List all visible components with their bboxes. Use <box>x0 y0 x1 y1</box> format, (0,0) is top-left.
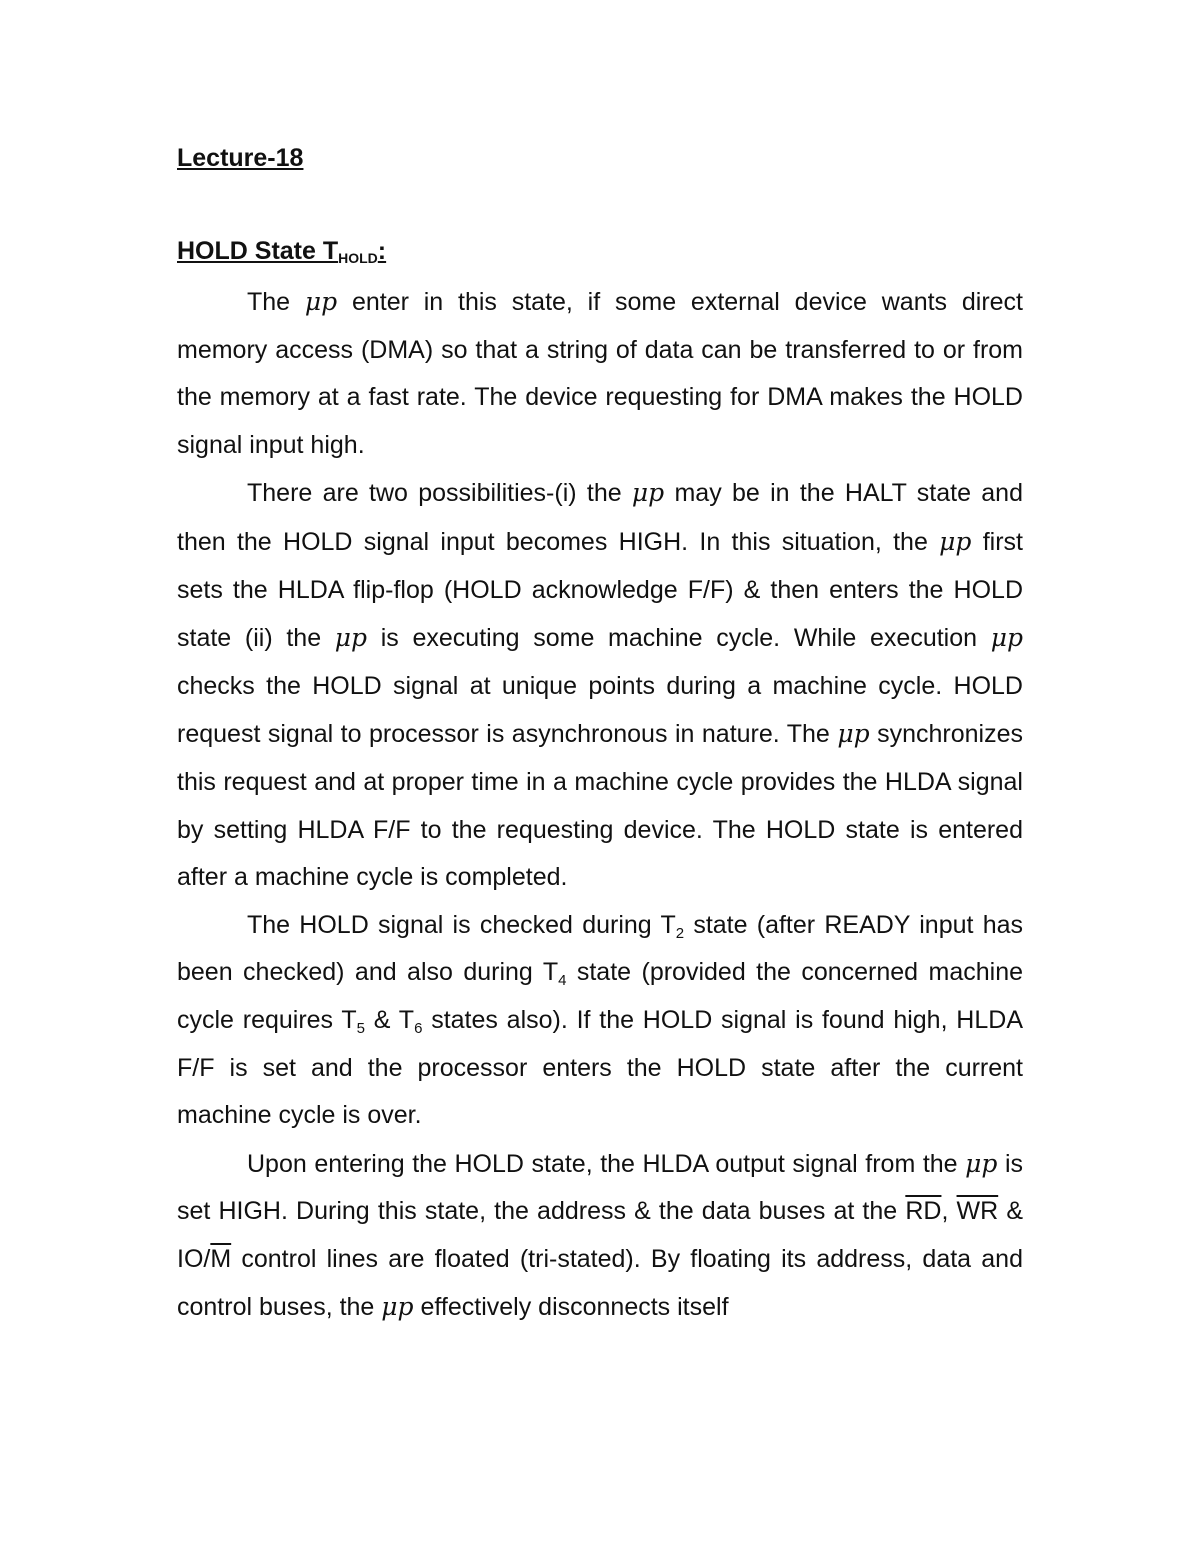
text-segment: is set HIGH. During this state, the address & the data buses at the <box>177 1149 1024 1226</box>
subscript: 5 <box>356 1019 366 1037</box>
mu-p-symbol: μp <box>990 623 1023 653</box>
subscript: 4 <box>558 972 567 990</box>
paragraph-2 <box>177 469 1023 901</box>
document-page <box>177 138 1023 1332</box>
mu-p-symbol: μp <box>304 287 338 316</box>
text-segment: The <box>247 288 305 316</box>
rd-signal-overline: $\overline{RD}$ <box>905 1197 942 1226</box>
text-segment: & T <box>365 1005 415 1034</box>
text-segment: state (after READY input has been checked) and also during T <box>177 910 1024 987</box>
text-segment: enter in this state, if some external device wants direct memory access (DMA) so that a string of data can be transferred to or from the memory at a fast rate. The device requesting for DMA makes the HOLD signal input high. <box>177 288 1023 459</box>
mu-p-symbol: μp <box>334 623 368 653</box>
paragraph-3 <box>177 902 1023 1140</box>
text-segment: synchronizes this request and at proper time in a machine cycle provides the HLDA signal by setting HLDA F/F to the requesting device. The HOLD state is entered after a machine cycle is completed. <box>177 720 1023 892</box>
heading-colon: : <box>377 237 387 265</box>
text-segment: effectively disconnects itself <box>413 1293 729 1322</box>
text-segment: The HOLD signal is checked during T <box>247 910 676 939</box>
paragraph-1 <box>177 278 1023 469</box>
mu-p-symbol: μp <box>965 1148 998 1178</box>
subscript: 6 <box>414 1019 423 1037</box>
lecture-title: Lecture-18 <box>177 144 304 172</box>
mu-p-symbol: μp <box>381 1292 414 1322</box>
mu-p-symbol: μp <box>837 719 870 749</box>
text-segment: first sets the HLDA flip-flop (HOLD acknowledge F/F) & then enters the HOLD state (ii) the <box>177 527 1023 653</box>
heading-text: HOLD State T <box>177 237 339 265</box>
text-segment: state (provided the concerned machine cycle requires T <box>177 958 1023 1034</box>
text-segment: Upon entering the HOLD state, the HLDA output signal from the <box>247 1149 966 1178</box>
mu-p-symbol: μp <box>939 526 972 556</box>
text-segment: is executing some machine cycle. While execution <box>367 624 991 653</box>
m-signal-overline: $\overline{M}$ <box>210 1244 232 1273</box>
subscript: 2 <box>675 924 685 942</box>
text-segment: control lines are floated (tri-stated). By floating its address, data and control buses, the <box>177 1244 1023 1322</box>
mu-p-symbol: μp <box>631 478 665 508</box>
paragraph-4 <box>177 1140 1023 1332</box>
text-segment: states also). If the HOLD signal is found high, HLDA F/F is set and the processor enters the HOLD state after the current machine cycle is over. <box>177 1005 1023 1130</box>
text-segment: & IO/ <box>177 1197 1023 1273</box>
text-segment: There are two possibilities-(i) the <box>247 479 632 508</box>
text-segment: , <box>941 1197 957 1226</box>
heading-subscript: HOLD <box>338 250 378 266</box>
wr-signal-overline: $\overline{WR}$ <box>956 1197 999 1226</box>
section-heading <box>177 231 1023 278</box>
text-segment: checks the HOLD signal at unique points during a machine cycle. HOLD request signal to processor is asynchronous in nature. The <box>177 671 1023 749</box>
text-segment: may be in the HALT state and then the HOLD signal input becomes HIGH. In this situation, the <box>177 479 1023 556</box>
